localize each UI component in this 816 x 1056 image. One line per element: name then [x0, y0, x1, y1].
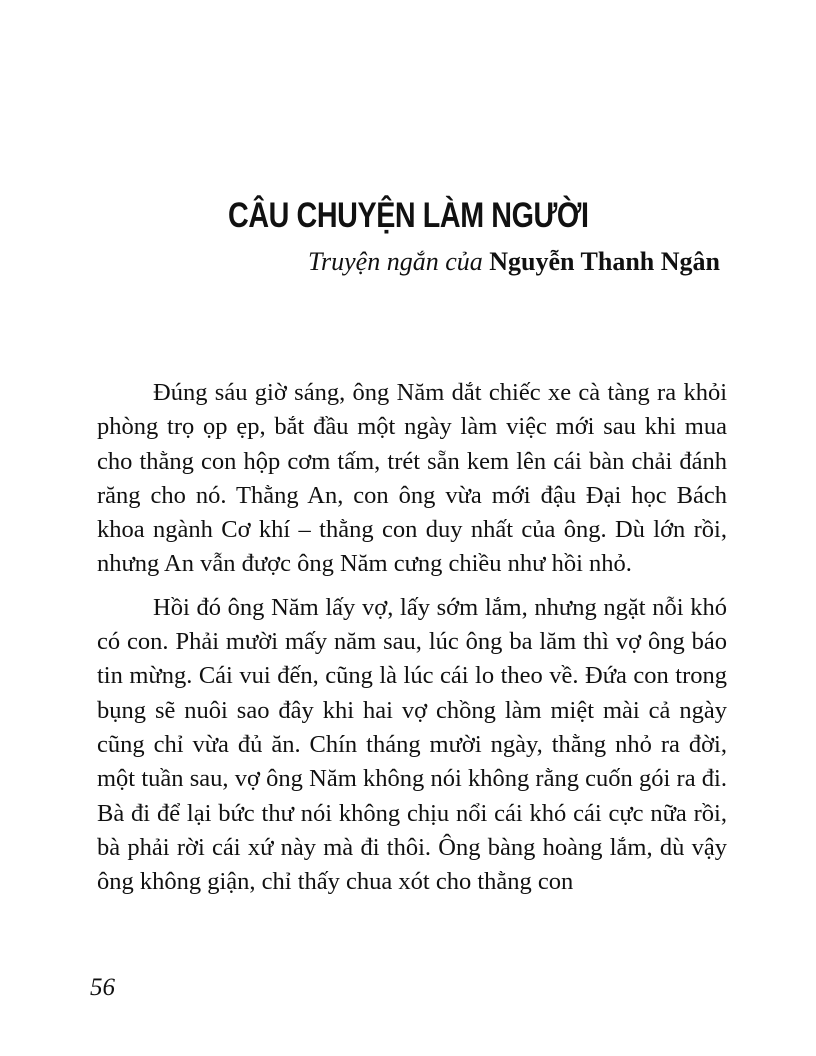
byline-lead: Truyện ngắn của [308, 247, 483, 276]
paragraph-1: Đúng sáu giờ sáng, ông Năm dắt chiếc xe cà tàng ra khỏi phòng trọ ọp ẹp, bắt đầu một ngày làm việc mới sau khi mua cho thằng con hộp cơm tấm, trét sẵn kem lên cái bàn chải đánh răng cho nó. Thằng An, con ông vừa mới đậu Đại học Bách khoa ngành Cơ khí – thằng con duy nhất của ông. Dù lớn rồi, nhưng An vẫn được ông Năm cưng chiều như hồi nhỏ. [97, 379, 727, 578]
author-name: Nguyễn Thanh Ngân [489, 247, 720, 276]
story-title: CÂU CHUYỆN LÀM NGƯỜI [228, 196, 589, 235]
story-body [97, 376, 727, 899]
paragraph-2: Hồi đó ông Năm lấy vợ, lấy sớm lắm, nhưng ngặt nỗi khó có con. Phải mười mấy năm sau, lúc ông ba lăm thì vợ ông báo tin mừng. Cái vui đến, cũng là lúc cái lo theo về. Đứa con trong bụng sẽ nuôi sao đây khi hai vợ chồng làm miệt mài cả ngày cũng chỉ vừa đủ ăn. Chín tháng mười ngày, thằng nhỏ ra đời, một tuần sau, vợ ông Năm không nói không rằng cuốn gói ra đi. Bà đi để lại bức thư nói không chịu nổi cái khó cái cực nữa rồi, bà phải rời cái xứ này mà đi thôi. Ông bàng hoàng lắm, dù vậy ông không giận, chỉ thấy chua xót cho thằng con [97, 593, 727, 896]
page-number: 56 [90, 974, 115, 1001]
byline [308, 242, 720, 282]
